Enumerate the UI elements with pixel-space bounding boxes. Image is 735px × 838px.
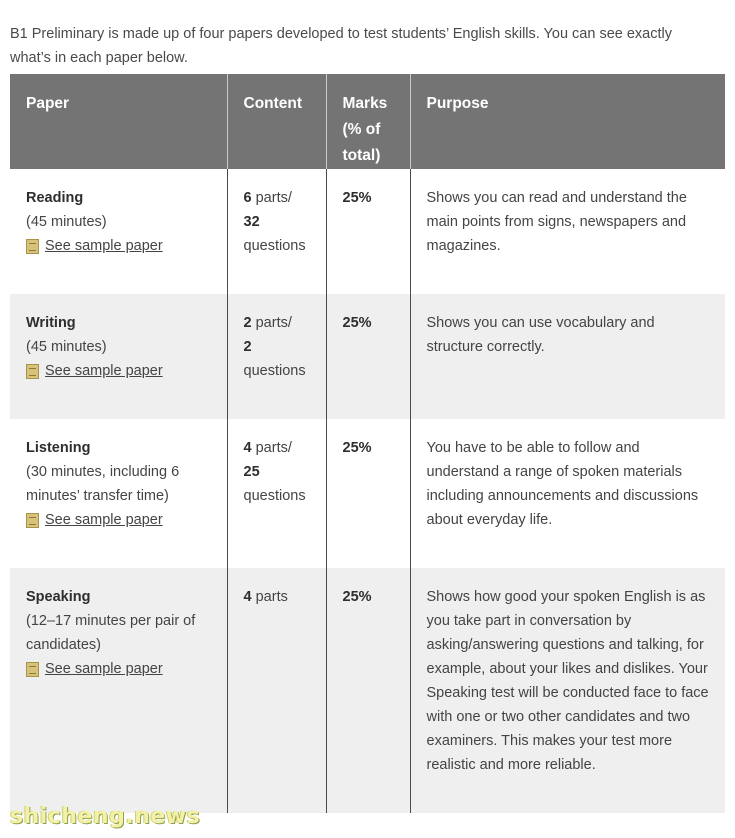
content-parts-label: parts/ bbox=[251, 315, 292, 331]
content-questions-count: 2 bbox=[243, 339, 252, 355]
document-icon bbox=[26, 513, 39, 528]
purpose-cell: You have to be able to follow and understand a range of spoken materials including announcements and discussions about everyday life. bbox=[410, 419, 725, 568]
content-cell bbox=[227, 568, 326, 813]
content-parts-label: parts bbox=[251, 589, 288, 605]
table-row bbox=[10, 568, 725, 813]
paper-cell bbox=[10, 568, 227, 813]
content-parts-label: parts/ bbox=[251, 440, 292, 456]
marks-value: 25% bbox=[342, 190, 372, 206]
paper-duration: (12–17 minutes per pair of candidates) bbox=[26, 613, 196, 653]
document-icon bbox=[26, 662, 39, 677]
header-content: Content bbox=[227, 74, 326, 169]
sample-paper-link-text[interactable]: See sample paper bbox=[45, 238, 163, 254]
header-paper: Paper bbox=[10, 74, 227, 169]
content-questions-label: questions bbox=[243, 363, 306, 379]
paper-name: Listening bbox=[26, 440, 91, 456]
paper-cell bbox=[10, 419, 227, 568]
header-purpose: Purpose bbox=[410, 74, 725, 169]
purpose-cell: Shows you can read and understand the main points from signs, newspapers and magazines. bbox=[410, 169, 725, 294]
content-questions-count: 25 bbox=[243, 464, 260, 480]
content-parts-count: 6 bbox=[243, 190, 252, 206]
marks-value: 25% bbox=[342, 440, 372, 456]
paper-name: Reading bbox=[26, 190, 84, 206]
table-row bbox=[10, 294, 725, 419]
paper-duration: (45 minutes) bbox=[26, 214, 107, 230]
content-parts-count: 4 bbox=[243, 440, 252, 456]
content-questions-count: 32 bbox=[243, 214, 260, 230]
document-icon bbox=[26, 239, 39, 254]
marks-cell bbox=[326, 169, 410, 294]
content-cell bbox=[227, 169, 326, 294]
marks-value: 25% bbox=[342, 315, 372, 331]
content-cell bbox=[227, 294, 326, 419]
content-questions-label: questions bbox=[243, 488, 306, 504]
table-header-row bbox=[10, 74, 725, 169]
marks-cell bbox=[326, 568, 410, 813]
sample-paper-link-text[interactable]: See sample paper bbox=[45, 512, 163, 528]
sample-paper-link-text[interactable]: See sample paper bbox=[45, 363, 163, 379]
sample-paper-link[interactable] bbox=[26, 657, 211, 681]
paper-cell bbox=[10, 294, 227, 419]
sample-paper-link[interactable] bbox=[26, 359, 211, 383]
document-icon bbox=[26, 364, 39, 379]
content-cell bbox=[227, 419, 326, 568]
paper-cell bbox=[10, 169, 227, 294]
table-row bbox=[10, 169, 725, 294]
paper-duration: (30 minutes, including 6 minutes’ transfer time) bbox=[26, 464, 180, 504]
marks-value: 25% bbox=[342, 589, 372, 605]
paper-name: Writing bbox=[26, 315, 76, 331]
site-watermark: shicheng.news bbox=[10, 804, 201, 829]
table-row bbox=[10, 419, 725, 568]
intro-text: B1 Preliminary is made up of four papers developed to test students’ English skills. You can see exactly what’s in each paper below. bbox=[10, 25, 672, 66]
sample-paper-link-text[interactable]: See sample paper bbox=[45, 661, 163, 677]
marks-cell bbox=[326, 419, 410, 568]
paper-name: Speaking bbox=[26, 589, 91, 605]
sample-paper-link[interactable] bbox=[26, 508, 211, 532]
header-marks: Marks (% of total) bbox=[326, 74, 410, 169]
papers-table bbox=[10, 74, 725, 813]
sample-paper-link[interactable] bbox=[26, 234, 211, 258]
content-parts-count: 2 bbox=[243, 315, 252, 331]
content-parts-label: parts/ bbox=[251, 190, 292, 206]
purpose-cell: Shows you can use vocabulary and structure correctly. bbox=[410, 294, 725, 419]
content-parts-count: 4 bbox=[243, 589, 252, 605]
content-questions-label: questions bbox=[243, 238, 306, 254]
paper-duration: (45 minutes) bbox=[26, 339, 107, 355]
purpose-cell: Shows how good your spoken English is as you take part in conversation by asking/answering questions and talking, for example, about your likes and dislikes. Your Speaking test will be conducted face to face with one or two other candidates and two examiners. This makes your test more realistic and more reliable. bbox=[410, 568, 725, 813]
marks-cell bbox=[326, 294, 410, 419]
